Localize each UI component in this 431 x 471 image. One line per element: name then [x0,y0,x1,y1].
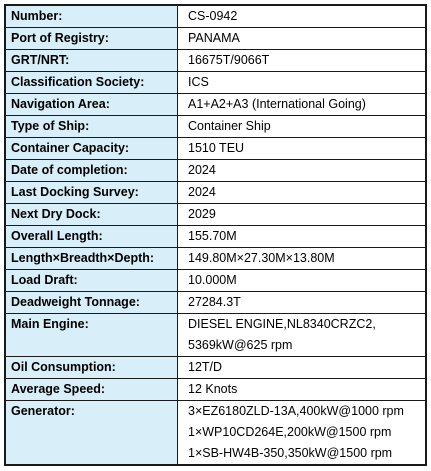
spec-value [178,248,427,270]
spec-row [5,138,426,160]
spec-row [5,401,426,466]
spec-value-line: DIESEL ENGINE,NL8340CRZC2, [188,317,376,331]
spec-value [178,138,427,160]
spec-label: Next Dry Dock: [5,204,178,226]
spec-value-line: 10.000M [188,273,237,287]
spec-label: Generator: [5,401,178,466]
spec-row [5,226,426,248]
spec-label: Date of completion: [5,160,178,182]
spec-value [178,292,427,314]
spec-value [178,401,427,466]
ship-spec-table [4,4,427,466]
spec-label: Classification Society: [5,72,178,94]
spec-value-line: 1×SB-HW4B-350,350kW@1500 rpm [188,446,393,460]
spec-row [5,357,426,379]
spec-value [178,357,427,379]
spec-row [5,72,426,94]
spec-label: Main Engine: [5,314,178,357]
spec-value-line: A1+A2+A3 (International Going) [188,97,366,111]
spec-value-line: 149.80M×27.30M×13.80M [188,251,335,265]
spec-label: Navigation Area: [5,94,178,116]
spec-label: Average Speed: [5,379,178,401]
spec-value-line: 2029 [188,207,216,221]
spec-label: Type of Ship: [5,116,178,138]
spec-label: Load Draft: [5,270,178,292]
spec-value-line: 155.70M [188,229,237,243]
spec-label: Number: [5,5,178,28]
spec-value-line: 1510 TEU [188,141,245,155]
spec-label: Last Docking Survey: [5,182,178,204]
spec-value-line: 16675T/9066T [188,53,270,67]
spec-row [5,116,426,138]
spec-value-line: 1×WP10CD264E,200kW@1500 rpm [188,425,392,439]
spec-row [5,50,426,72]
spec-row [5,160,426,182]
spec-value-line: 27284.3T [188,295,241,309]
spec-value-line: 5369kW@625 rpm [188,338,293,352]
spec-row [5,270,426,292]
spec-row [5,314,426,357]
spec-label: Deadweight Tonnage: [5,292,178,314]
spec-value [178,379,427,401]
spec-value [178,204,427,226]
spec-label: GRT/NRT: [5,50,178,72]
spec-value [178,5,427,28]
spec-value [178,72,427,94]
spec-value-line: 3×EZ6180ZLD-13A,400kW@1000 rpm [188,404,404,418]
spec-label: Length×Breadth×Depth: [5,248,178,270]
spec-value [178,116,427,138]
spec-value [178,182,427,204]
spec-value [178,94,427,116]
spec-value-line: ICS [188,75,209,89]
spec-value [178,50,427,72]
spec-value-line: 12T/D [188,360,223,374]
spec-row [5,379,426,401]
spec-value-line: 2024 [188,185,216,199]
spec-value-line: CS-0942 [188,9,238,23]
spec-value [178,226,427,248]
spec-row [5,248,426,270]
spec-label: Container Capacity: [5,138,178,160]
spec-value-line: 2024 [188,163,216,177]
spec-row [5,204,426,226]
spec-label: Overall Length: [5,226,178,248]
spec-label: Oil Consumption: [5,357,178,379]
spec-row [5,5,426,28]
spec-label: Port of Registry: [5,28,178,50]
spec-row [5,94,426,116]
spec-row [5,28,426,50]
spec-value [178,28,427,50]
spec-value [178,270,427,292]
spec-value-line: 12 Knots [188,382,238,396]
ship-spec-table-body [5,5,426,465]
spec-value-line: Container Ship [188,119,271,133]
spec-value-line: PANAMA [188,31,240,45]
spec-value [178,314,427,357]
spec-value [178,160,427,182]
spec-row [5,182,426,204]
spec-row [5,292,426,314]
